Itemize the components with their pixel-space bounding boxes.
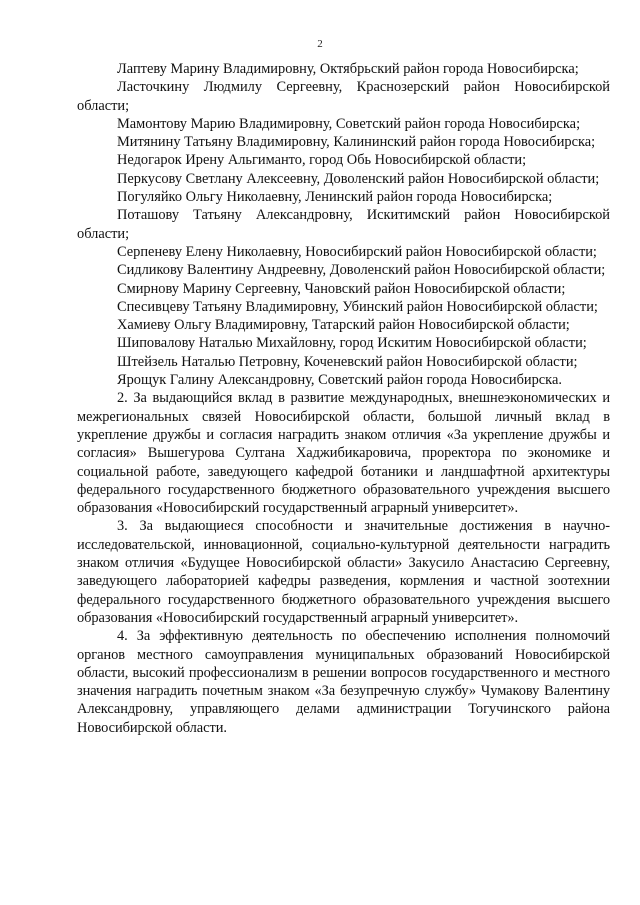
recipient-entry: Мамонтову Марию Владимировну, Советский район города Новосибирска;	[117, 115, 581, 132]
recipient-entry: Поташову Татьяну Александровну, Искитимский район Новосибирской области;	[77, 207, 610, 242]
recipient-entry: Митянину Татьяну Владимировну, Калининский район города Новосибирска;	[117, 134, 596, 151]
clause-2: 2. За выдающийся вклад в развитие международных, внешнеэкономических и межрегиональных связей Новосибирской области, большой личный вклад в укрепление дружбы и согласия наградить знаком отличия «За укрепление дружбы и согласия» Вышегурова Султана Хаджибикаровича, проректора по экономике и социальной работе, заведующего кафедрой ботаники и ландшафтной архитектуры федерального государственного бюджетного образовательного учреждения высшего образования «Новосибирский государственный аграрный университет».	[77, 390, 610, 517]
recipient-list	[77, 60, 610, 389]
recipient-entry: Спесивцеву Татьяну Владимировну, Убинский район Новосибирской области;	[117, 298, 598, 315]
recipient-entry: Ласточкину Людмилу Сергеевну, Краснозерский район Новосибирской области;	[77, 79, 610, 114]
recipient-entry: Недогарок Ирену Альгиманто, город Обь Новосибирской области;	[117, 152, 527, 169]
recipient-entry: Ярощук Галину Александровну, Советский район города Новосибирска.	[117, 372, 562, 389]
recipient-entry: Серпеневу Елену Николаевну, Новосибирский район Новосибирской области;	[117, 243, 597, 260]
recipient-entry: Смирнову Марину Сергеевну, Чановский район Новосибирской области;	[117, 280, 566, 297]
recipient-entry: Лаптеву Марину Владимировну, Октябрьский район города Новосибирска;	[117, 61, 579, 77]
clause-3: 3. За выдающиеся способности и значительные достижения в научно-исследовательской, инновационной, социально-культурной деятельности наградить знаком отличия «Будущее Новосибирской области» Закусило Анастасию Сергеевну, заведующего лабораторией кафедры разведения, кормления и частной зоотехнии федерального государственного бюджетного образовательного учреждения высшего образования «Новосибирский государственный аграрный университет».	[77, 518, 610, 626]
recipient-entry: Сидликову Валентину Андреевну, Доволенский район Новосибирской области;	[117, 262, 606, 279]
document-body	[77, 60, 610, 737]
recipient-entry: Перкусову Светлану Алексеевну, Доволенский район Новосибирской области;	[117, 170, 600, 187]
recipient-entry: Хамиеву Ольгу Владимировну, Татарский район Новосибирской области;	[117, 317, 570, 334]
clause-4: 4. За эффективную деятельность по обеспечению исполнения полномочий органов местного самоуправления муниципальных образований Новосибирской области, высокий профессионализм в решении вопросов государственного и местного значения наградить почетным знаком «За безупречную службу» Чумакову Валентину Александровну, управляющего делами администрации Тогучинского района Новосибирской области.	[77, 628, 610, 736]
recipient-entry: Шиповалову Наталью Михайловну, город Искитим Новосибирской области;	[117, 335, 587, 352]
recipient-entry: Штейзель Наталью Петровну, Коченевский район Новосибирской области;	[117, 353, 578, 370]
recipient-entry: Погуляйко Ольгу Николаевну, Ленинский район города Новосибирска;	[117, 189, 553, 206]
page-number: 2	[317, 38, 323, 50]
